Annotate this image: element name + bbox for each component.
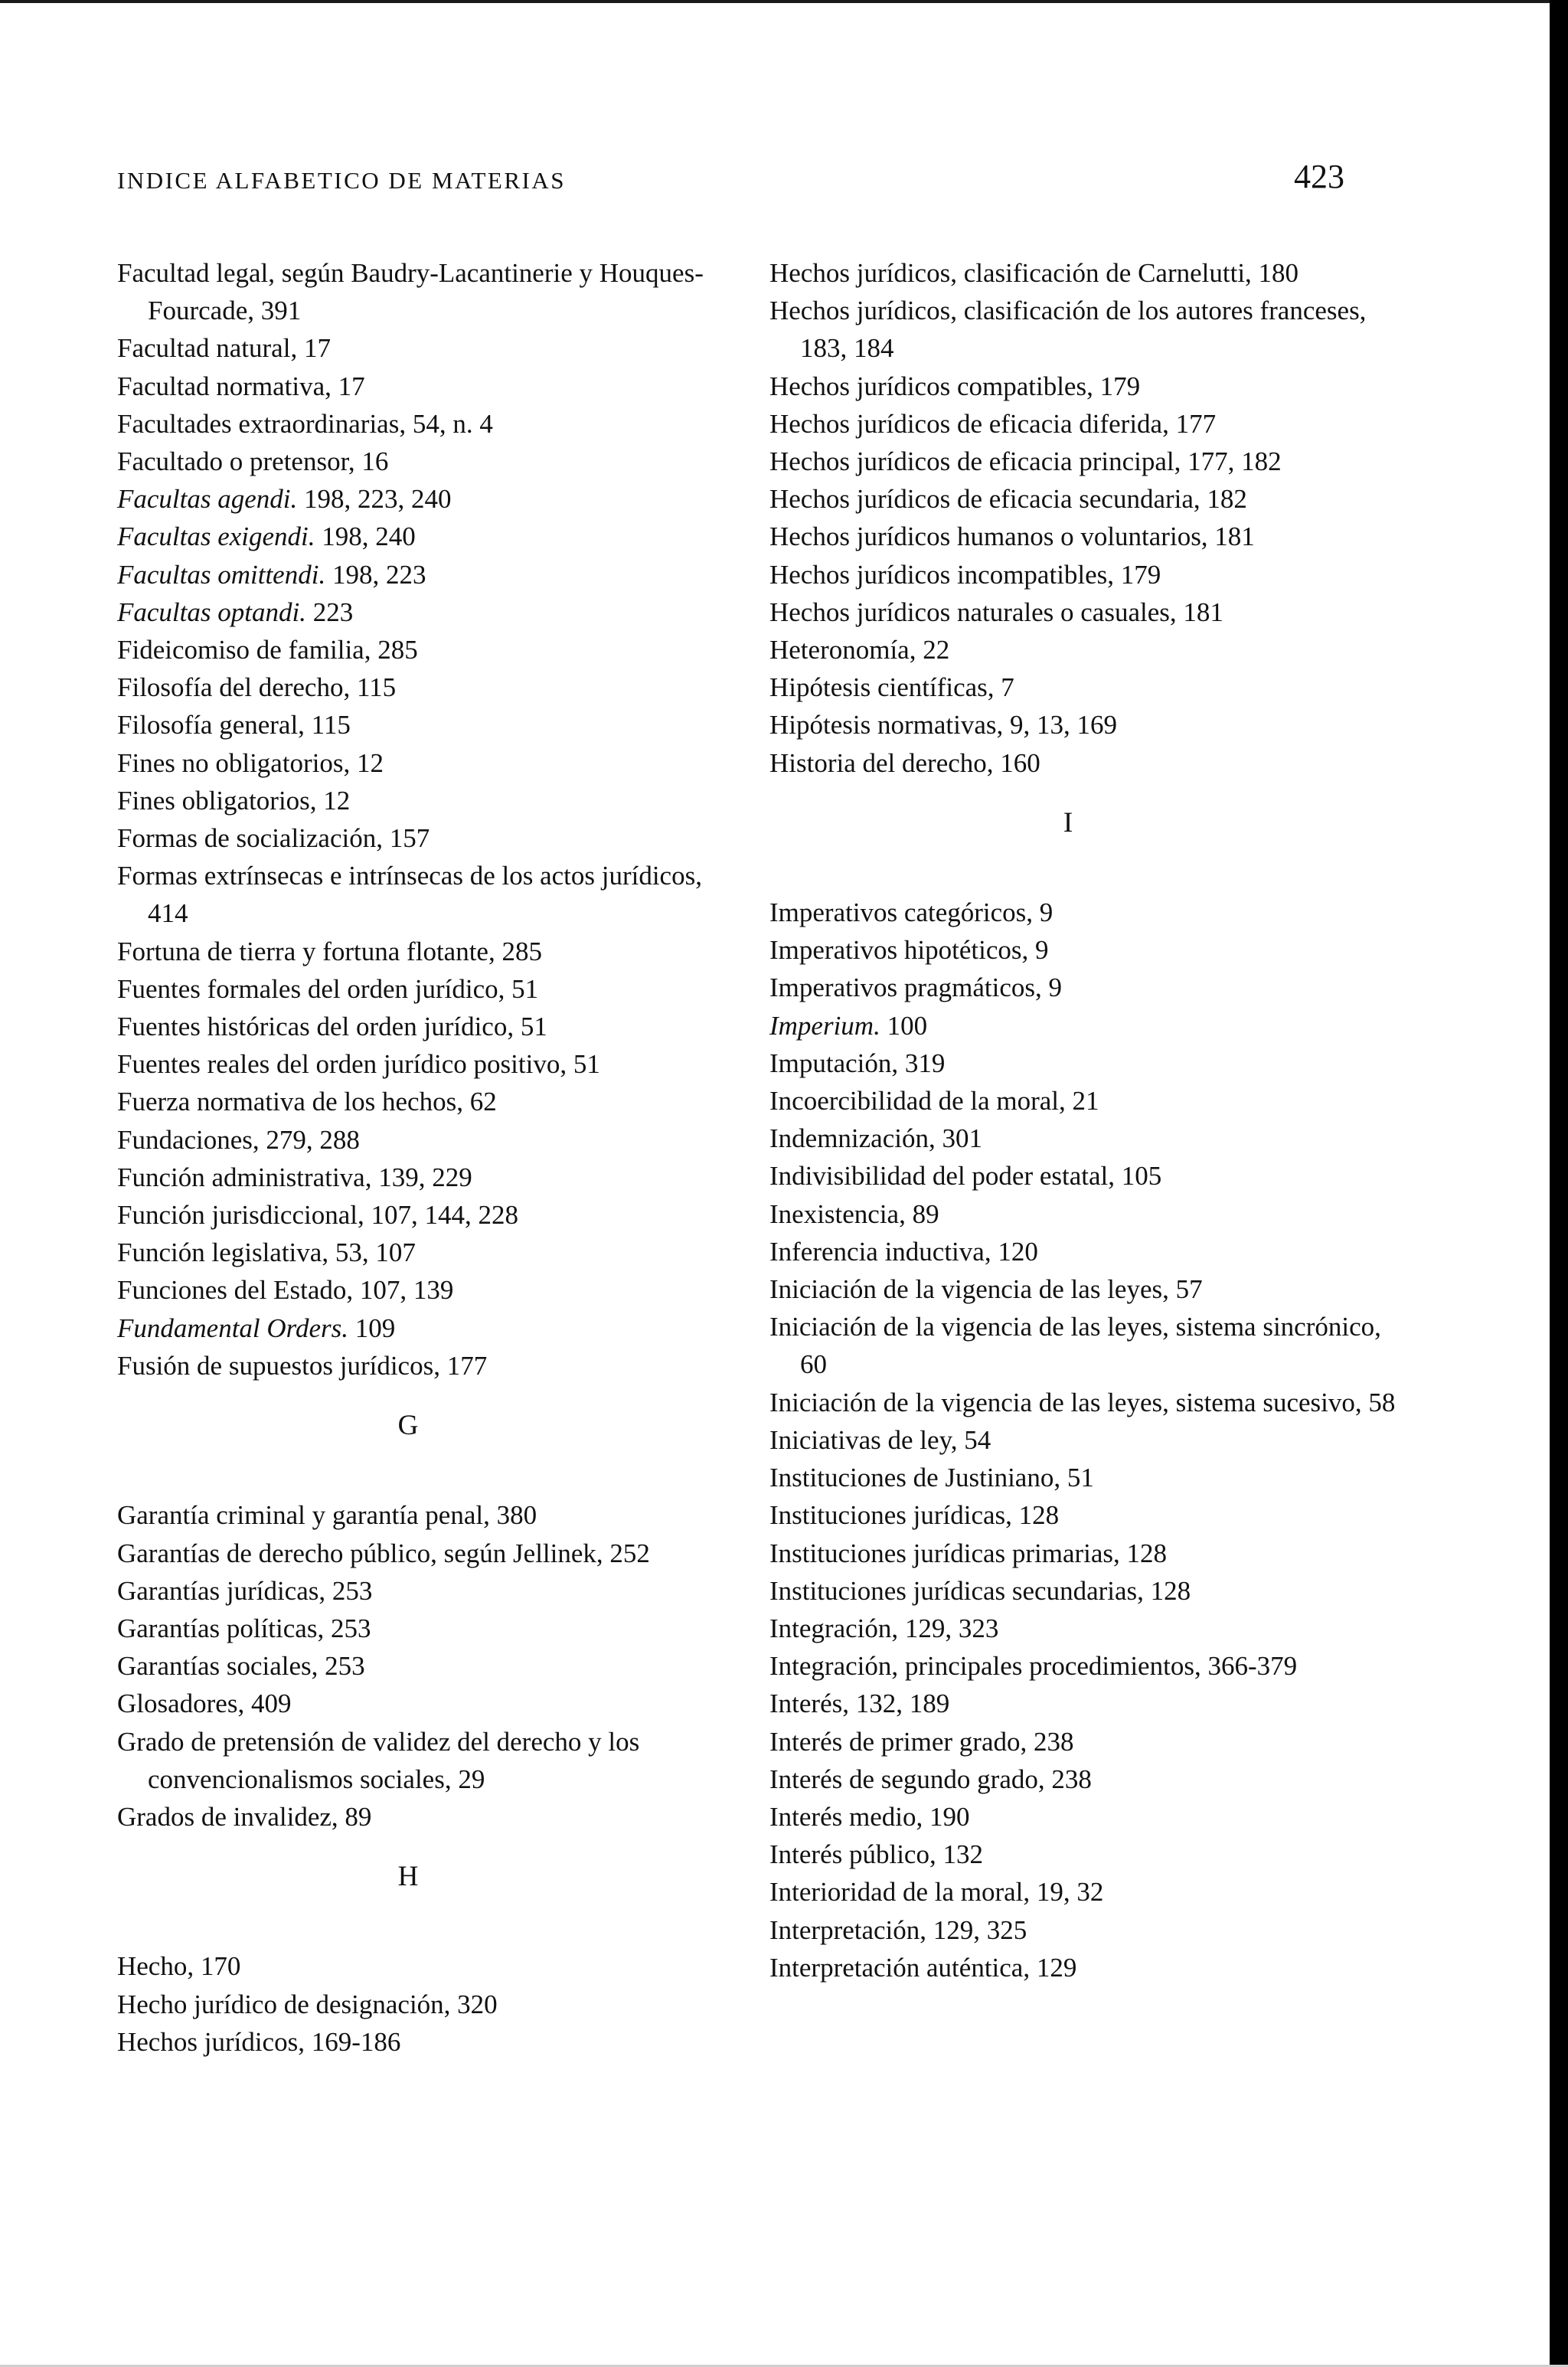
index-entry: Inferencia inductiva, 120 (769, 1236, 1038, 1267)
index-entry-latin-term: Facultas agendi. (117, 484, 298, 515)
index-entry (117, 518, 730, 555)
index-entry: Instituciones jurídicas primarias, 128 (769, 1538, 1168, 1568)
index-entry: Hechos jurídicos de eficacia diferida, 177 (769, 408, 1217, 439)
index-entry: Función administrativa, 139, 229 (117, 1162, 472, 1192)
index-entry: Incoercibilidad de la moral, 21 (769, 1086, 1099, 1116)
index-entry: Imperativos categóricos, 9 (769, 897, 1054, 928)
letter-heading: I (1063, 806, 1073, 839)
index-entry: Garantías de derecho público, según Jellinek, 252 (117, 1538, 650, 1568)
index-entry: Instituciones jurídicas secundarias, 128 (769, 1575, 1191, 1606)
index-entry: Hecho, 170 (117, 1951, 241, 1982)
index-entry: Iniciación de la vigencia de las leyes, 57 (769, 1274, 1203, 1305)
index-entry: Fines no obligatorios, 12 (117, 747, 384, 778)
index-entry: Función legislativa, 53, 107 (117, 1237, 416, 1268)
index-entry: Imputación, 319 (769, 1048, 946, 1078)
index-entry (117, 593, 730, 631)
index-entry-latin-term: Facultas optandi. (117, 597, 306, 627)
index-entry: Hechos jurídicos incompatibles, 179 (769, 559, 1161, 590)
index-entry: Garantías jurídicas, 253 (117, 1575, 373, 1606)
index-entry-pages: 198, 240 (315, 521, 416, 552)
index-entry: Interés medio, 190 (769, 1801, 970, 1832)
index-entry: Facultades extraordinarias, 54, n. 4 (117, 408, 493, 439)
index-entry: Garantía criminal y garantía penal, 380 (117, 1500, 537, 1531)
index-entry: Facultad legal, según Baudry-Lacantinerie y Houques-Fourcade, 391 (117, 258, 704, 326)
index-entry: Garantías sociales, 253 (117, 1651, 365, 1682)
index-entry (117, 556, 730, 593)
index-entry: Función jurisdiccional, 107, 144, 228 (117, 1200, 518, 1231)
index-entry (117, 1309, 730, 1347)
index-entry: Hechos jurídicos, 169-186 (117, 2026, 401, 2057)
index-entry: Hipótesis normativas, 9, 13, 169 (769, 710, 1117, 741)
index-entry: Interés de primer grado, 238 (769, 1726, 1074, 1757)
index-entry: Interés público, 132 (769, 1839, 983, 1870)
index-entry: Hecho jurídico de designación, 320 (117, 1989, 498, 2019)
index-entry: Garantías políticas, 253 (117, 1613, 371, 1643)
index-entry: Interés, 132, 189 (769, 1689, 950, 1719)
index-entry: Heteronomía, 22 (769, 635, 950, 665)
index-entry: Hechos jurídicos humanos o voluntarios, 181 (769, 521, 1255, 552)
index-column-right (769, 254, 1397, 1986)
index-entry: Glosadores, 409 (117, 1689, 292, 1719)
index-entry (117, 480, 730, 518)
index-entry: Fines obligatorios, 12 (117, 785, 351, 816)
index-entry: Iniciación de la vigencia de las leyes, sistema sucesivo, 58 (769, 1387, 1396, 1417)
index-entry: Interpretación auténtica, 129 (769, 1952, 1077, 1983)
index-entry: Indivisibilidad del poder estatal, 105 (769, 1161, 1162, 1192)
index-entry: Interés de segundo grado, 238 (769, 1764, 1092, 1794)
index-entry: Fusión de supuestos jurídicos, 177 (117, 1350, 488, 1381)
index-entry: Integración, principales procedimientos, 366-379 (769, 1651, 1298, 1682)
index-entry (769, 1007, 1397, 1045)
letter-heading: H (397, 1861, 419, 1893)
index-entry: Fuentes reales del orden jurídico positivo, 51 (117, 1049, 600, 1080)
index-entry: Grados de invalidez, 89 (117, 1801, 372, 1832)
index-entry: Facultad normativa, 17 (117, 371, 365, 401)
index-entry: Grado de pretensión de validez del derecho y los convencionalismos sociales, 29 (117, 1726, 640, 1794)
index-entry: Fuerza normativa de los hechos, 62 (117, 1087, 497, 1117)
index-entry: Hechos jurídicos de eficacia principal, 177, 182 (769, 446, 1282, 477)
index-entry: Imperativos hipotéticos, 9 (769, 935, 1049, 966)
index-entry: Funciones del Estado, 107, 139 (117, 1275, 454, 1306)
letter-heading: G (397, 1410, 419, 1442)
scan-right-border (1550, 0, 1568, 2367)
index-entry: Fundaciones, 279, 288 (117, 1124, 360, 1155)
index-entry-latin-term: Imperium. (769, 1010, 880, 1041)
index-entry: Historia del derecho, 160 (769, 747, 1040, 778)
index-entry: Integración, 129, 323 (769, 1613, 999, 1643)
index-entry: Filosofía general, 115 (117, 710, 351, 741)
index-entry: Fortuna de tierra y fortuna flotante, 285 (117, 936, 542, 966)
scan-top-edge (0, 0, 1568, 3)
index-entry: Instituciones de Justiniano, 51 (769, 1463, 1094, 1493)
index-entry-pages: 198, 223 (325, 559, 426, 590)
index-entry-pages: 100 (880, 1010, 928, 1041)
index-entry: Fuentes formales del orden jurídico, 51 (117, 973, 539, 1004)
index-entry: Formas extrínsecas e intrínsecas de los actos jurídicos, 414 (117, 861, 702, 929)
running-title: INDICE ALFABETICO DE MATERIAS (117, 167, 566, 194)
index-entry-latin-term: Facultas exigendi. (117, 521, 315, 552)
index-entry: Indemnización, 301 (769, 1123, 982, 1154)
index-entry: Iniciativas de ley, 54 (769, 1424, 991, 1455)
index-entry: Fideicomiso de familia, 285 (117, 635, 418, 665)
index-entry-pages: 223 (305, 597, 354, 627)
index-entry: Filosofía del derecho, 115 (117, 672, 397, 703)
index-entry: Inexistencia, 89 (769, 1198, 939, 1229)
index-entry: Iniciación de la vigencia de las leyes, sistema sincrónico, 60 (769, 1312, 1381, 1380)
index-entry: Hipótesis científicas, 7 (769, 672, 1014, 703)
index-column-left (117, 254, 730, 2061)
index-entry-latin-term: Fundamental Orders. (117, 1313, 349, 1343)
index-entry: Fuentes históricas del orden jurídico, 51 (117, 1012, 547, 1042)
page-number: 423 (1294, 158, 1344, 195)
index-entry: Formas de socialización, 157 (117, 823, 430, 854)
index-entry: Hechos jurídicos, clasificación de los autores franceses, 183, 184 (769, 296, 1367, 364)
index-entry: Interioridad de la moral, 19, 32 (769, 1877, 1104, 1908)
index-entry: Facultado o pretensor, 16 (117, 446, 389, 477)
index-entry: Hechos jurídicos de eficacia secundaria, 182 (769, 484, 1247, 515)
index-entry: Hechos jurídicos compatibles, 179 (769, 371, 1141, 401)
index-entry: Facultad natural, 17 (117, 333, 331, 364)
index-entry: Imperativos pragmáticos, 9 (769, 973, 1062, 1003)
index-entry-pages: 109 (348, 1313, 396, 1343)
index-entry: Hechos jurídicos, clasificación de Carnelutti, 180 (769, 258, 1299, 288)
index-entry: Instituciones jurídicas, 128 (769, 1500, 1060, 1531)
index-entry: Hechos jurídicos naturales o casuales, 181 (769, 597, 1223, 627)
index-entry-latin-term: Facultas omittendi. (117, 559, 326, 590)
index-entry: Interpretación, 129, 325 (769, 1914, 1027, 1945)
index-entry-pages: 198, 223, 240 (297, 484, 452, 515)
